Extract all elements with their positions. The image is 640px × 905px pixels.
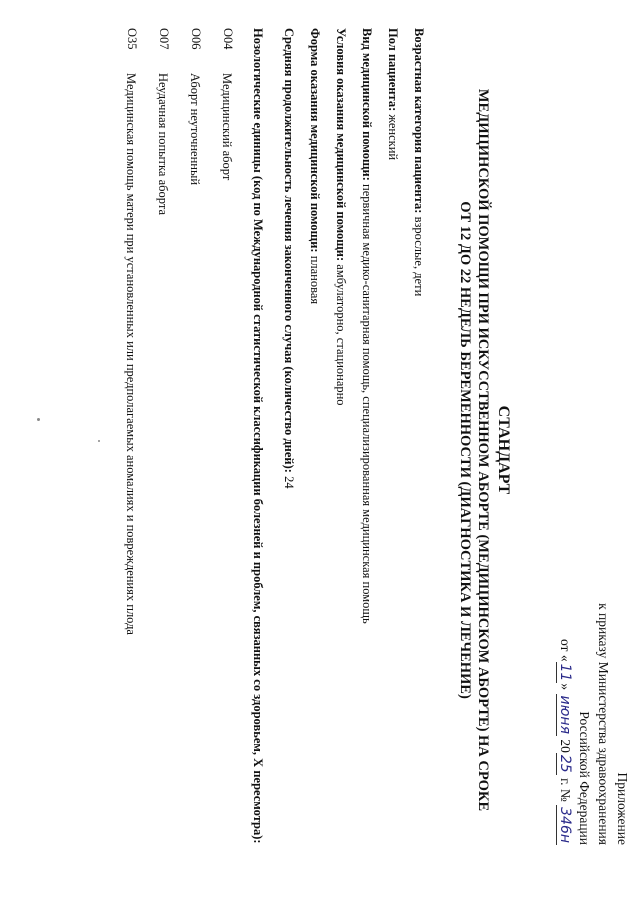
code: O04 [221,28,235,50]
handwritten-day: 11 [557,663,573,682]
duration-value: 24 [282,472,296,489]
appendix-header [555,445,632,845]
code: O07 [157,28,171,50]
code-description: Неудачная попытка аборта [156,73,170,215]
code-description: Медицинский аборт [220,73,234,181]
title-line-2: ОТ 12 ДО 22 НЕДЕЛЬ БЕРЕМЕННОСТИ (ДИАГНОСТИКА И ЛЕЧЕНИЕ) [457,201,473,699]
code-description: Медицинская помощь матери при установленных или предполагаемых аномалиях и повреждениях плода [124,73,138,635]
sex-value: женский [386,111,400,161]
conditions-value: амбулаторно, стационарно [334,261,348,406]
age-value: взрослые, дети [412,213,426,297]
field-sex [385,28,400,878]
care-type-value: первичная медико-санитарная помощь, специализированная медицинская помощь [360,180,374,624]
appendix-title: Приложение [615,772,630,845]
standard-fields [118,28,426,878]
field-age [411,28,426,878]
field-nosology [246,28,270,878]
nosology-label: Нозологические единицы (код по Международной статистической классификации болезней и проблем, связанных со здоровьем, X пересмотра): [251,28,265,844]
title-line-1: МЕДИЦИНСКОЙ ПОМОЩИ ПРИ ИСКУССТВЕННОМ АБОРТЕ (МЕДИЦИНСКОМ АБОРТЕ) НА СРОКЕ [475,88,491,812]
form-value: плановая [308,252,322,305]
handwritten-year: 25 [557,754,573,773]
scan-speck [98,440,100,442]
care-type-label: Вид медицинской помощи: [360,28,374,181]
age-label: Возрастная категория пациента: [412,28,426,214]
date-prefix: от « [558,638,573,662]
field-form [307,28,322,878]
form-label: Форма оказания медицинской помощи: [308,28,322,253]
field-care-type [359,28,374,878]
conditions-label: Условия оказания медицинской помощи: [334,28,348,262]
date-mid: » [558,683,573,691]
handwritten-order-number: 346н [557,807,573,843]
appendix-date-line [555,445,575,845]
document-title [456,70,512,830]
standard-heading: СТАНДАРТ [495,405,512,495]
field-duration [281,28,296,878]
year-prefix: 20 [558,739,573,753]
nosology-code-list [118,28,235,878]
code: O35 [125,28,139,50]
duration-label: Средняя продолжительность лечения законченного случая (количество дней): [282,28,296,473]
code: O06 [189,28,203,50]
appendix-federation-line: Российской Федерации [577,711,592,845]
scan-speck [37,418,40,421]
handwritten-month: июня [557,695,573,735]
order-number-label: г. № [558,774,573,802]
appendix-order-line: к приказу Министерства здравоохранения [596,603,611,845]
code-description: Аборт неуточненный [188,73,202,186]
sex-label: Пол пациента: [386,28,400,112]
field-conditions [333,28,348,878]
